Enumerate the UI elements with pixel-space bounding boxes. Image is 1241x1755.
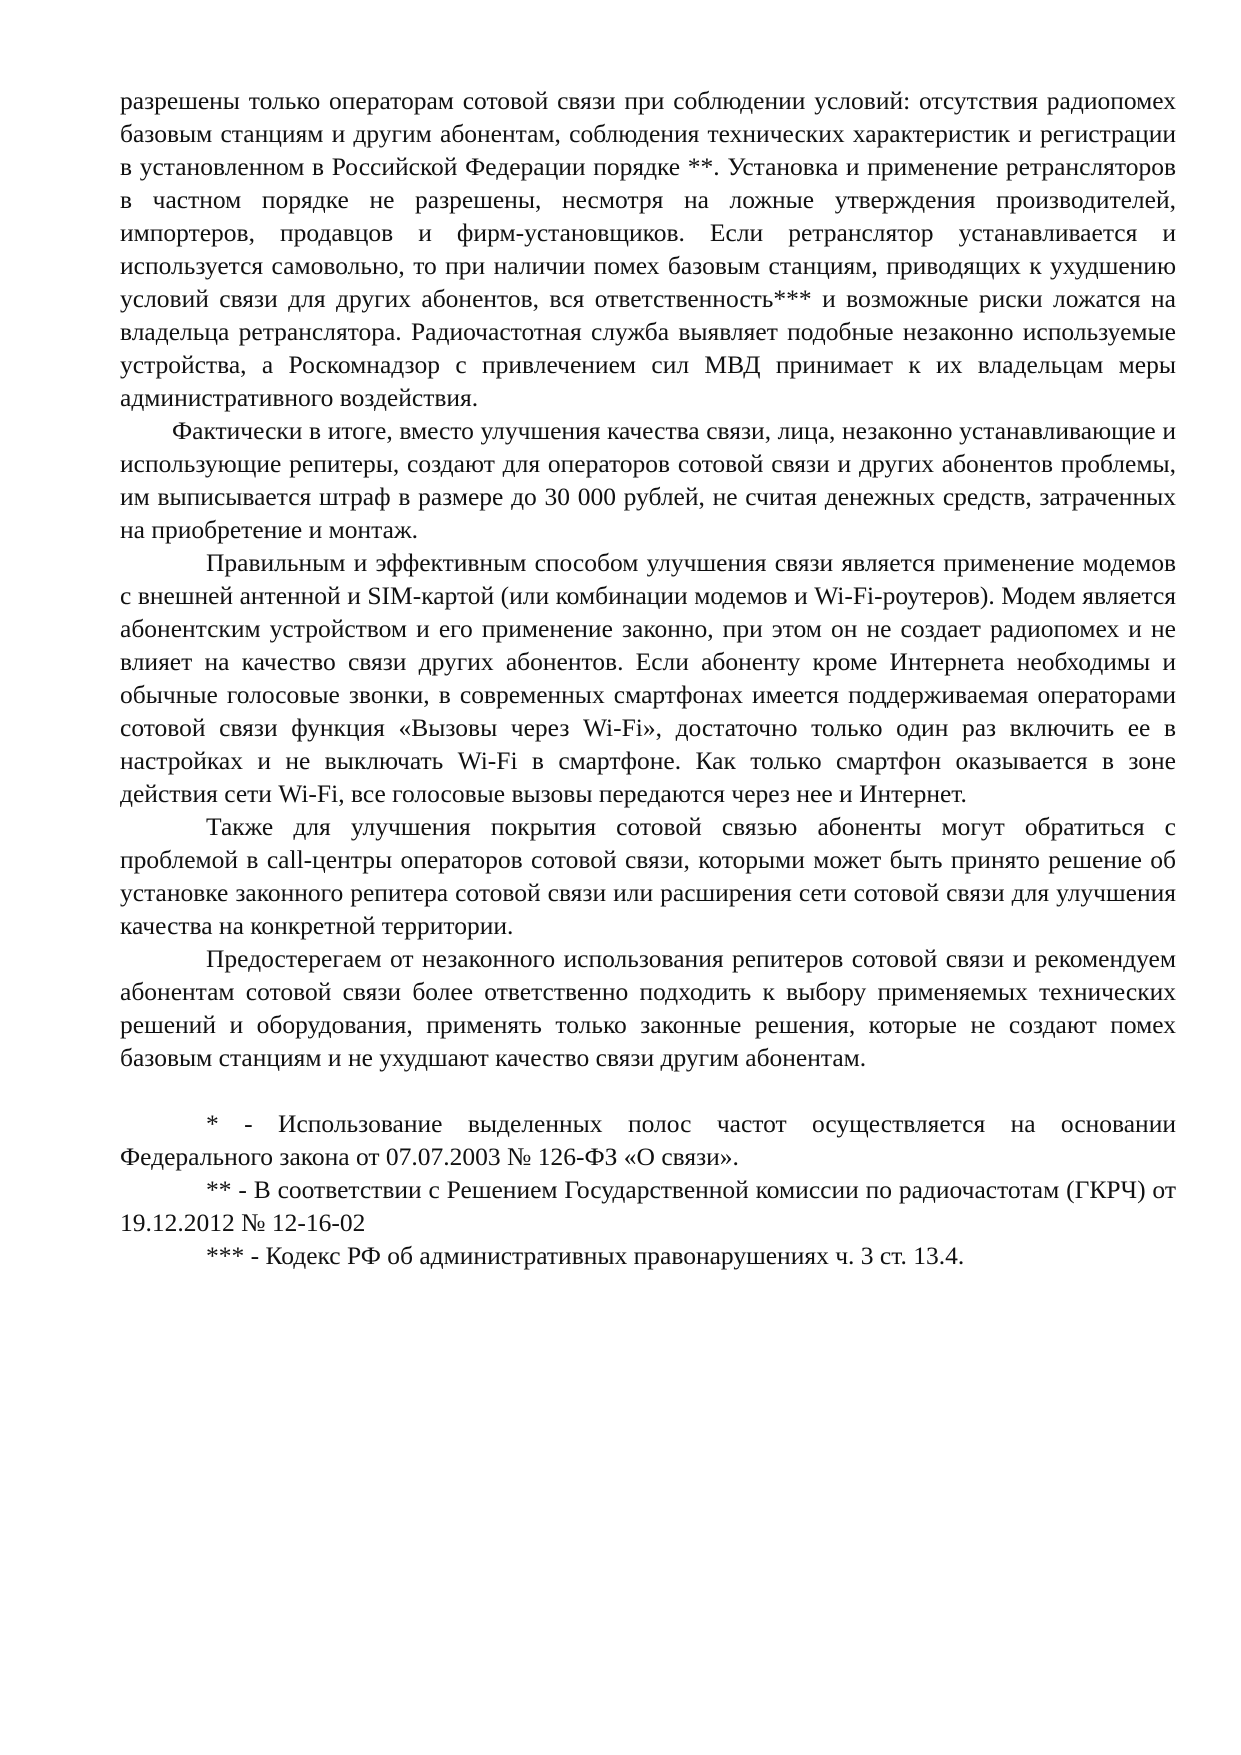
footnote-spacer: [120, 1074, 1176, 1107]
paragraph-call-center: Также для улучшения покрытия сотовой связью абоненты могут обратиться с проблемой в call-центры операторов сотовой связи, которыми может быть принято решение об установке законного репитера сотовой связи или расширения сети сотовой связи для улучшения качества на конкретной территории.: [120, 812, 1176, 940]
paragraph-fine-consequences: Фактически в итоге, вместо улучшения качества связи, лица, незаконно устанавливающие и использующие репитеры, создают для операторов сотовой связи и других абонентов проблемы, им выписывается штраф в размере до 30 000 рублей, не считая денежных средств, затраченных на приобретение и монтаж.: [120, 416, 1176, 544]
paragraph-modem-solution: Правильным и эффективным способом улучшения связи является применение модемов с внешней антенной и SIM-картой (или комбинации модемов и Wi-Fi-роутеров). Модем является абонентским устройством и его применение законно, при этом он не создает радиопомех и не влияет на качество связи других абонентов. Если абоненту кроме Интернета необходимы и обычные голосовые звонки, в современных смартфонах имеется поддерживаемая операторами сотовой связи функция «Вызовы через Wi-Fi», достаточно только один раз включить ее в настройках и не выключать Wi-Fi в смартфоне. Как только смартфон оказывается в зоне действия сети Wi-Fi, все голосовые вызовы передаются через нее и Интернет.: [120, 548, 1176, 808]
paragraph-continuation: разрешены только операторам сотовой связи при соблюдении условий: отсутствия радиопомех базовым станциям и другим абонентам, соблюдения технических характеристик и регистрации в установленном в Российской Федерации порядке **. Установка и применение ретрансляторов в частном порядке не разрешены, несмотря на ложные утверждения производителей, импортеров, продавцов и фирм-установщиков. Если ретранслятор устанавливается и используется самовольно, то при наличии помех базовым станциям, приводящих к ухудшению условий связи для других абонентов, вся ответственность*** и возможные риски ложатся на владельца ретранслятора. Радиочастотная служба выявляет подобные незаконно используемые устройства, а Роскомнадзор с привлечением сил МВД принимает к их владельцам меры административного воздействия.: [120, 86, 1176, 412]
footnote-2: ** - В соответствии с Решением Государственной комиссии по радиочастотам (ГКРЧ) от 19.12.2012 № 12-16-02: [120, 1175, 1176, 1237]
footnote-1: * - Использование выделенных полос частот осуществляется на основании Федерального закона от 07.07.2003 № 126-ФЗ «О связи».: [120, 1109, 1176, 1171]
footnote-3: *** - Кодекс РФ об административных правонарушениях ч. 3 ст. 13.4.: [206, 1241, 965, 1270]
document-page: [120, 84, 1176, 1272]
paragraph-warning: Предостерегаем от незаконного использования репитеров сотовой связи и рекомендуем абонентам сотовой связи более ответственно подходить к выбору применяемых технических решений и оборудования, применять только законные решения, которые не создают помех базовым станциям и не ухудшают качество связи другим абонентам.: [120, 944, 1176, 1072]
